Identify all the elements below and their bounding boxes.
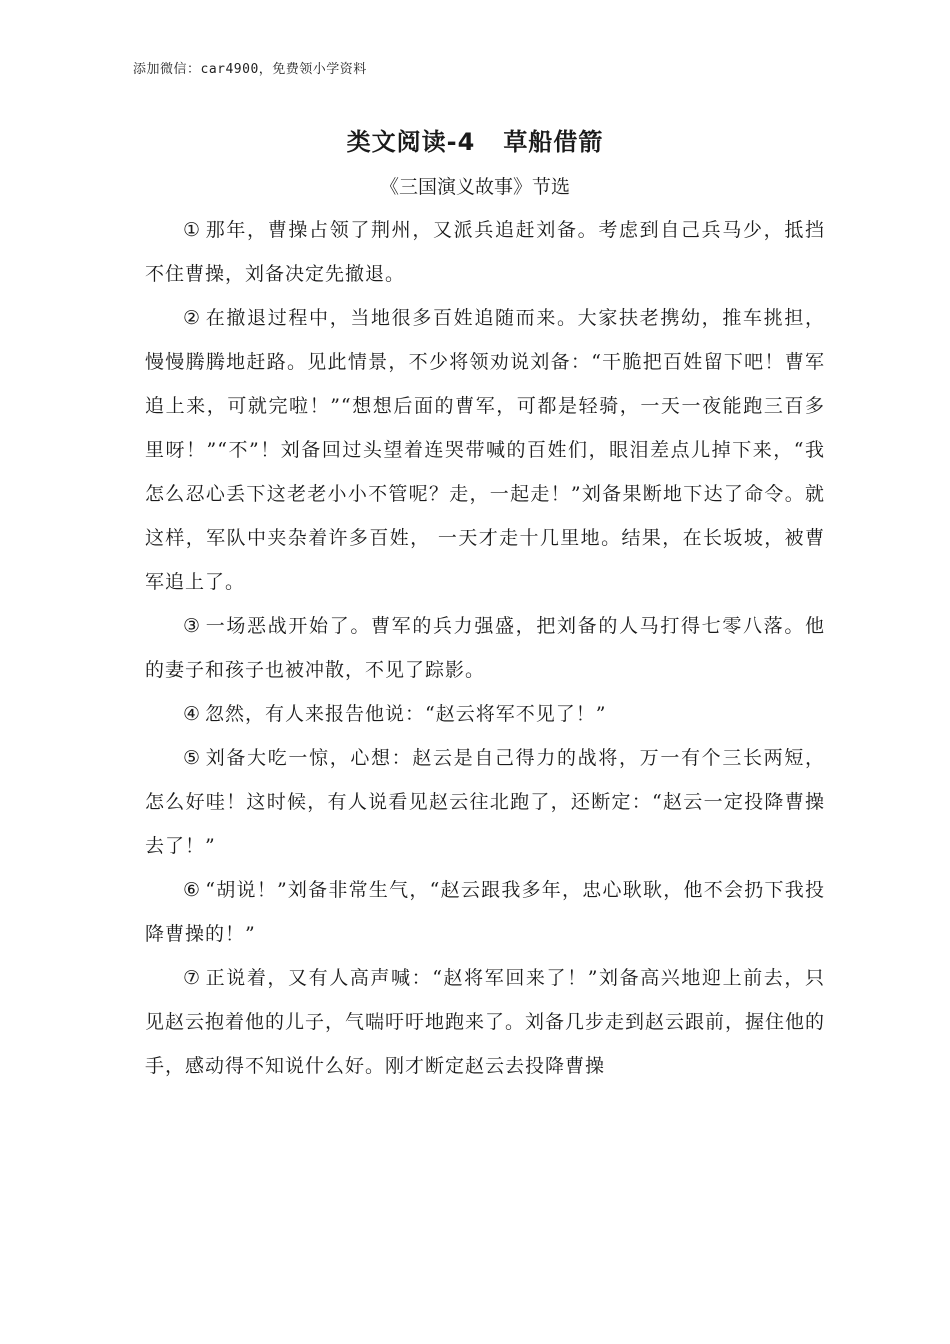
paragraph-1: [145, 208, 825, 296]
paragraph-number: ③: [183, 615, 202, 637]
paragraph-text: 忽然，有人来报告他说：“赵云将军不见了！”: [205, 703, 607, 725]
paragraph-5: [145, 736, 825, 868]
paragraph-text: 那年，曹操占领了荆州，又派兵追赶刘备。考虑到自己兵马少，抵挡不住曹操，刘备决定先撤退。: [145, 219, 825, 285]
paragraph-text: 一场恶战开始了。曹军的兵力强盛，把刘备的人马打得七零八落。他的妻子和孩子也被冲散，不见了踪影。: [145, 615, 825, 681]
page-title: [0, 122, 950, 157]
paragraph-text: 刘备大吃一惊，心想：赵云是自己得力的战将，万一有个三长两短，怎么好哇！这时候，有人说看见赵云往北跑了，还断定：“赵云一定投降曹操去了！”: [145, 747, 825, 857]
paragraph-number: ⑥: [183, 879, 202, 901]
paragraph-3: [145, 604, 825, 692]
paragraph-number: ①: [183, 219, 202, 241]
paragraph-text: “胡说！”刘备非常生气，“赵云跟我多年，忠心耿耿，他不会扔下我投降曹操的！”: [145, 879, 825, 945]
paragraph-text: 正说着，又有人高声喊：“赵将军回来了！”刘备高兴地迎上前去，只见赵云抱着他的儿子，气喘吁吁地跑来了。刘备几步走到赵云跟前，握住他的手，感动得不知说什么好。刚才断定赵云去投降曹操: [145, 967, 826, 1077]
paragraph-4: [145, 692, 825, 736]
paragraph-text: 在撤退过程中，当地很多百姓追随而来。大家扶老携幼，推车挑担，慢慢腾腾地赶路。见此情景，不少将领劝说刘备：“干脆把百姓留下吧！曹军追上来，可就完啦！”“想想后面的曹军，可都是轻骑，一天一夜能跑三百多里呀！”“不”！刘备回过头望着连哭带喊的百姓们，眼泪差点儿掉下来，“我怎么忍心丢下这老老小小不管呢？走，一起走！”刘备果断地下达了命令。就这样，军队中夹杂着许多百姓， 一天才走十几里地。结果，在长坂坡，被曹军追上了。: [145, 307, 825, 593]
paragraph-number: ⑦: [183, 967, 202, 989]
title-lesson: 类文阅读-4: [346, 128, 476, 156]
article-body: [145, 208, 825, 1088]
paragraph-7: [145, 956, 825, 1088]
paragraph-2: [145, 296, 825, 604]
header-note: 添加微信：car4900，免费领小学资料: [133, 62, 367, 77]
paragraph-6: [145, 868, 825, 956]
title-topic: 草船借箭: [503, 128, 604, 156]
paragraph-number: ②: [183, 307, 202, 329]
page-subtitle: 《三国演义故事》节选: [379, 176, 570, 198]
paragraph-number: ④: [183, 703, 202, 725]
paragraph-number: ⑤: [183, 747, 202, 769]
